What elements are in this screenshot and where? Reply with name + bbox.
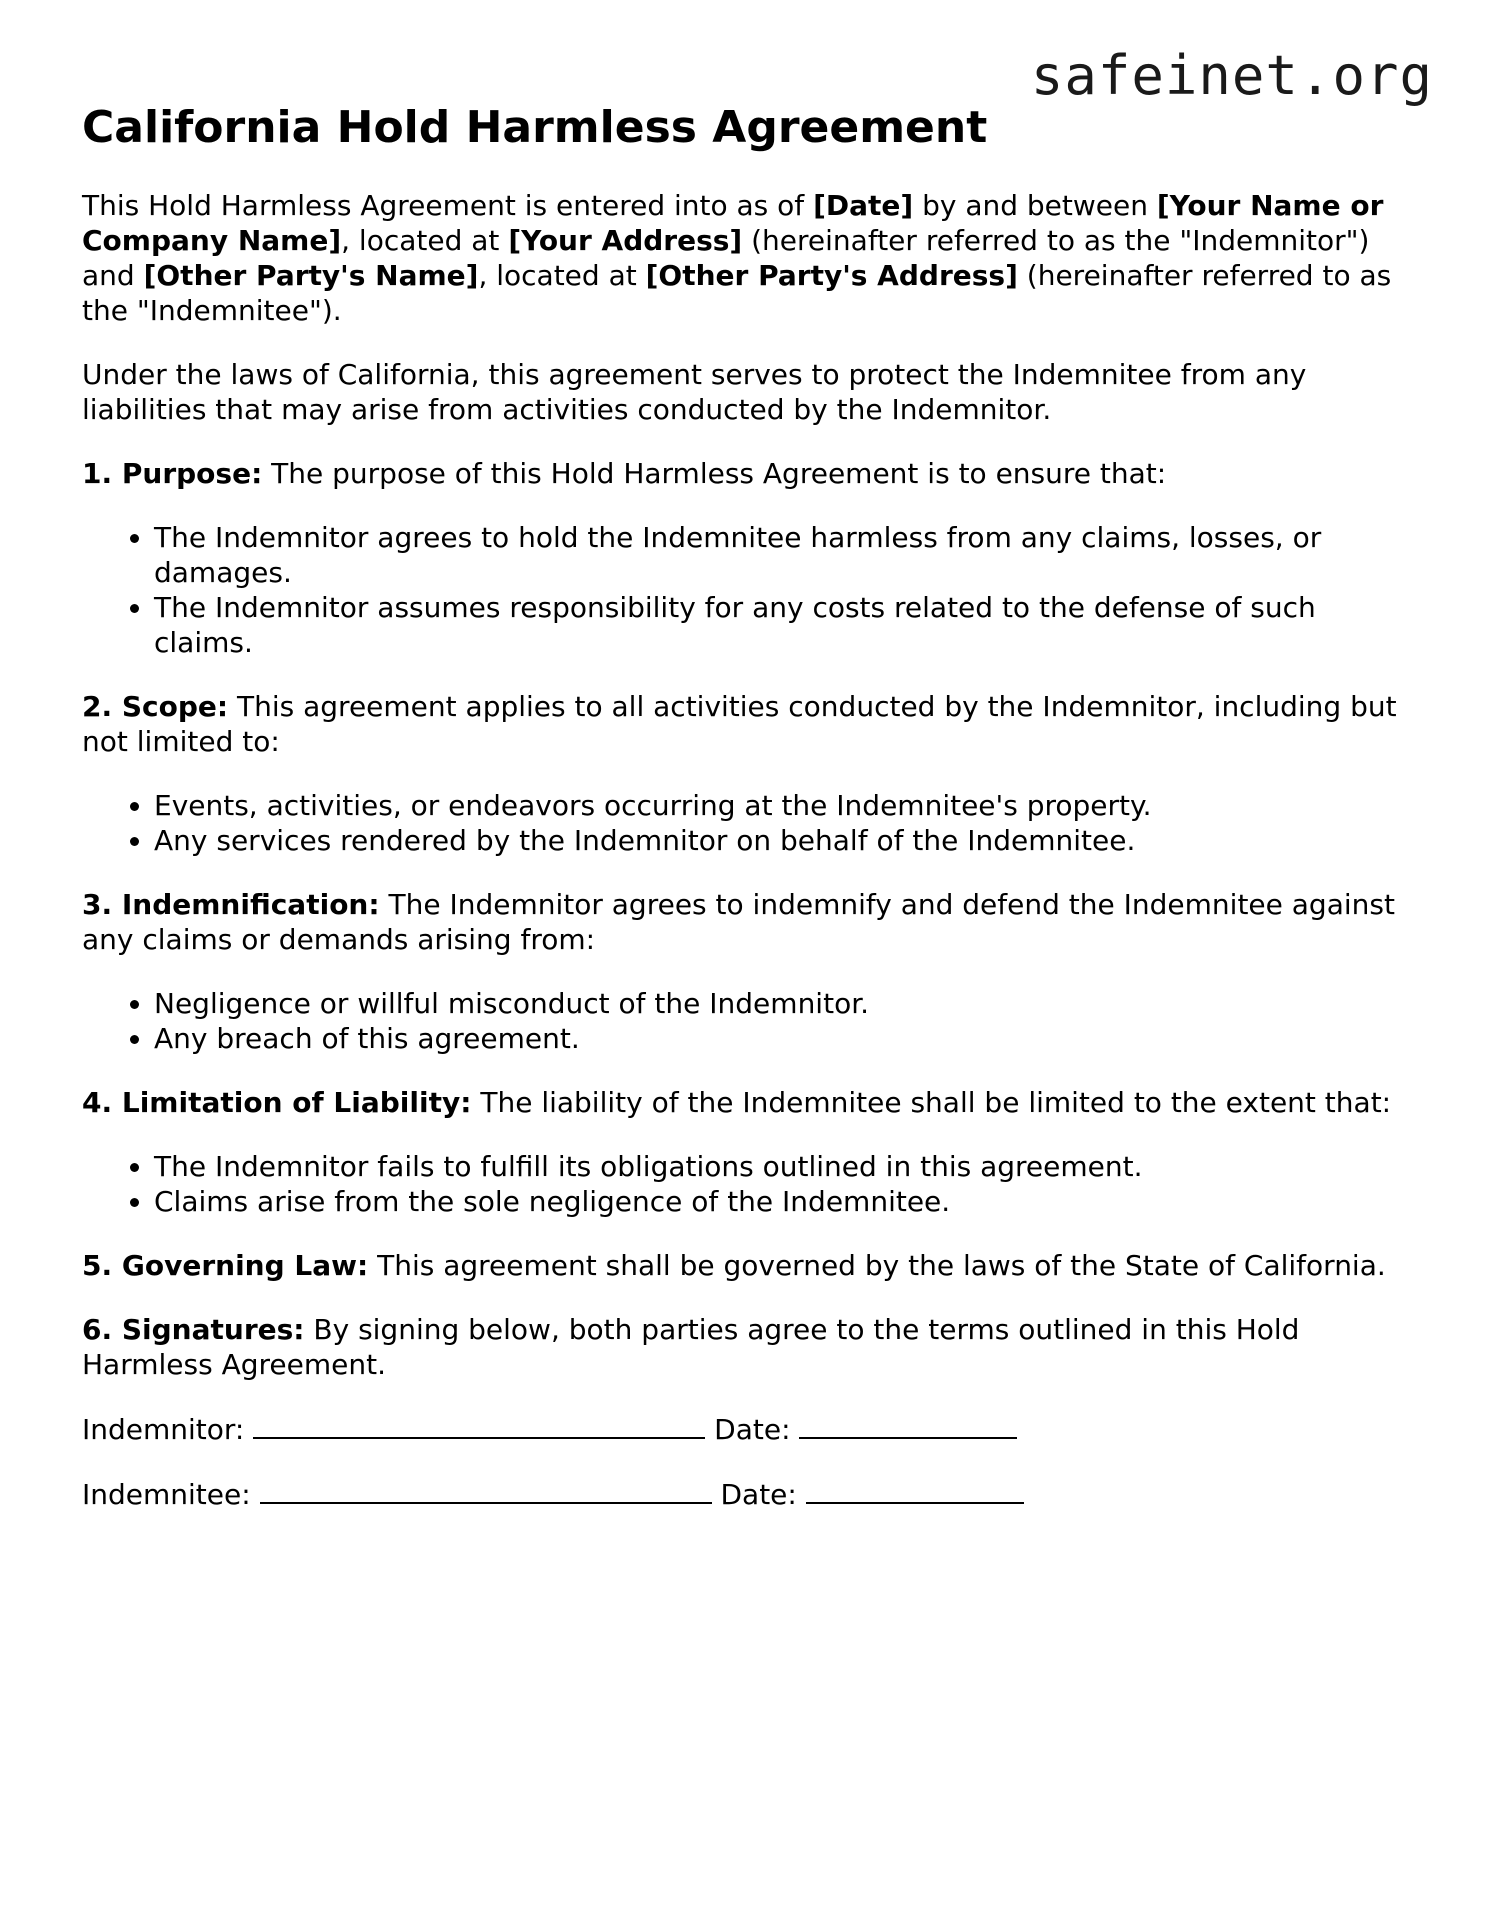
section-text: The purpose of this Hold Harmless Agreement is to ensure that: xyxy=(262,457,1167,490)
indemnitor-signature-line xyxy=(82,1411,1402,1447)
section-governing-law xyxy=(82,1248,1402,1283)
list-item: • Any breach of this agreement. xyxy=(154,1021,1402,1056)
watermark: safeinet.org xyxy=(1030,44,1433,107)
indemnitee-signature-field[interactable] xyxy=(260,1476,712,1504)
section-text: By signing below, both parties agree to the terms outlined in this Hold Harmless Agreement. xyxy=(82,1313,1300,1381)
section-text: This agreement shall be governed by the laws of the State of California. xyxy=(368,1249,1386,1282)
section-scope xyxy=(82,689,1402,759)
your-name-placeholder: [Your Name or Company Name] xyxy=(82,189,1384,257)
date-placeholder: [Date] xyxy=(813,189,914,222)
section-limitation xyxy=(82,1085,1402,1120)
document-page xyxy=(82,100,1402,1541)
section-heading: 2. Scope: xyxy=(82,690,229,723)
section-text: The liability of the Indemnitee shall be limited to the extent that: xyxy=(471,1086,1392,1119)
document-title: California Hold Harmless Agreement xyxy=(82,102,988,153)
intro-text: , located at xyxy=(478,259,646,292)
other-address-placeholder: [Other Party's Address] xyxy=(645,259,1018,292)
section-heading: 6. Signatures: xyxy=(82,1313,305,1346)
section-heading: 5. Governing Law: xyxy=(82,1249,369,1282)
indemnitee-label: Indemnitee: xyxy=(82,1478,260,1511)
preamble-paragraph: Under the laws of California, this agreement serves to protect the Indemnitee from any liabilities that may arise from activities conducted by the Indemnitor. xyxy=(82,358,1307,426)
limitation-list xyxy=(82,1149,1402,1219)
list-item: • The Indemnitor fails to fulfill its obligations outlined in this agreement. xyxy=(154,1149,1402,1184)
section-heading: 3. Indemnification: xyxy=(82,888,380,921)
list-item: • The Indemnitor assumes responsibility for any costs related to the defense of such claims. xyxy=(154,590,1402,660)
scope-list xyxy=(82,788,1402,858)
intro-text: (hereinafter referred to as the "Indemnitee"). xyxy=(82,259,1392,327)
indemnitee-signature-line xyxy=(82,1476,1402,1512)
list-item: • The Indemnitor agrees to hold the Indemnitee harmless from any claims, losses, or damages. xyxy=(154,520,1402,590)
list-item: • Claims arise from the sole negligence of the Indemnitee. xyxy=(154,1184,1402,1219)
your-address-placeholder: [Your Address] xyxy=(508,224,743,257)
section-text: This agreement applies to all activities conducted by the Indemnitor, including but not limited to: xyxy=(82,690,1397,758)
other-name-placeholder: [Other Party's Name] xyxy=(143,259,479,292)
section-indemnification xyxy=(82,887,1402,957)
indemnification-list xyxy=(82,986,1402,1056)
intro-text: by and between xyxy=(913,189,1157,222)
date-label: Date: xyxy=(711,1478,806,1511)
indemnitor-signature-field[interactable] xyxy=(253,1411,705,1439)
intro-text: (hereinafter referred to as the "Indemnitor") and xyxy=(82,224,1370,292)
date-label: Date: xyxy=(705,1413,800,1446)
list-item: • Any services rendered by the Indemnitor on behalf of the Indemnitee. xyxy=(154,823,1402,858)
section-heading: 4. Limitation of Liability: xyxy=(82,1086,472,1119)
list-item: • Negligence or willful misconduct of the Indemnitor. xyxy=(154,986,1402,1021)
indemnitee-date-field[interactable] xyxy=(806,1476,1024,1504)
indemnitor-date-field[interactable] xyxy=(799,1411,1017,1439)
section-signatures xyxy=(82,1312,1402,1382)
purpose-list xyxy=(82,520,1402,660)
list-item: • Events, activities, or endeavors occurring at the Indemnitee's property. xyxy=(154,788,1402,823)
intro-text: This Hold Harmless Agreement is entered into as of xyxy=(82,189,814,222)
intro-text: , located at xyxy=(341,224,509,257)
section-purpose xyxy=(82,456,1402,491)
indemnitor-label: Indemnitor: xyxy=(82,1413,254,1446)
section-heading: 1. Purpose: xyxy=(82,457,263,490)
section-text: The Indemnitor agrees to indemnify and defend the Indemnitee against any claims or demands arising from: xyxy=(82,888,1395,956)
intro-paragraph xyxy=(82,188,1402,328)
